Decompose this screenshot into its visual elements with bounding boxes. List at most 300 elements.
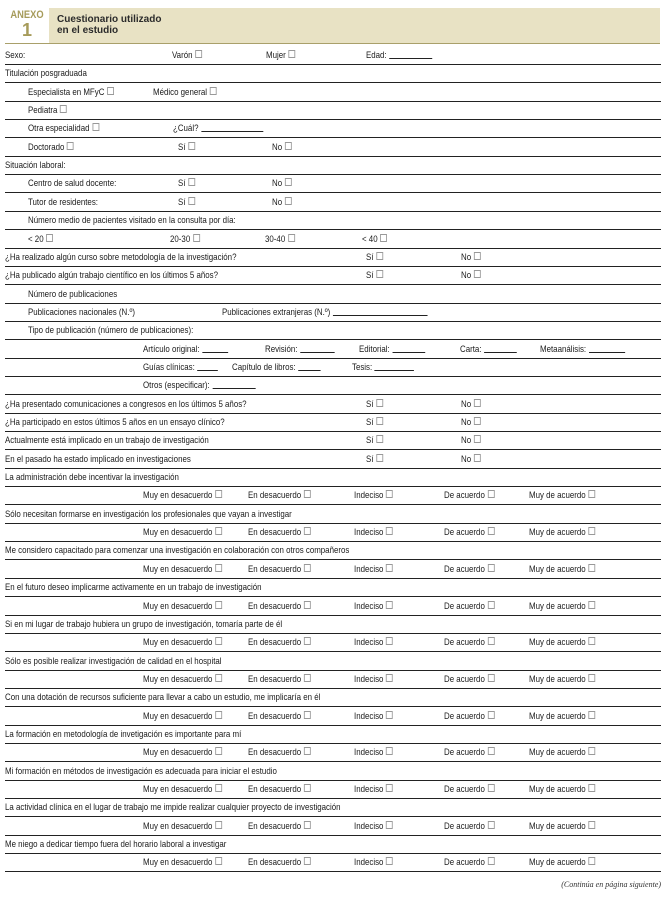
likert-option	[143, 783, 222, 795]
question-text	[5, 251, 236, 263]
likert-option	[529, 746, 595, 758]
row-likert-options	[5, 670, 661, 689]
fill-in-blank[interactable]	[589, 344, 625, 353]
cual-field-text: ¿Cuál?	[173, 123, 199, 134]
no-option	[272, 141, 292, 153]
centro-label-text: Centro de salud docente:	[28, 178, 117, 189]
checkbox[interactable]	[487, 857, 494, 865]
checkbox[interactable]	[210, 87, 217, 95]
fill-in-blank[interactable]	[201, 123, 263, 132]
checkbox[interactable]	[285, 178, 292, 186]
likert-option	[354, 526, 393, 538]
row-yes-no-question	[5, 266, 661, 285]
no-option-text: No	[461, 251, 472, 262]
likert-option-text: Muy en desacuerdo	[143, 563, 213, 574]
checkbox[interactable]	[474, 435, 481, 443]
question-text	[5, 269, 218, 281]
likert-option-text: Indeciso	[354, 600, 384, 611]
checkbox[interactable]	[386, 674, 393, 682]
row-likert-statement	[5, 652, 661, 671]
checkbox[interactable]	[215, 637, 222, 645]
medico-general-option-text: Médico general	[153, 86, 208, 97]
range-option	[170, 233, 200, 245]
likert-option-text: De acuerdo	[444, 820, 485, 831]
fill-in-blank[interactable]	[375, 362, 415, 371]
likert-option	[354, 746, 393, 758]
checkbox[interactable]	[188, 142, 195, 150]
checkbox[interactable]	[188, 178, 195, 186]
likert-option	[354, 636, 393, 648]
checkbox[interactable]	[304, 564, 311, 572]
si-option	[178, 196, 195, 208]
likert-option-text: Indeciso	[354, 747, 384, 758]
checkbox[interactable]	[386, 490, 393, 498]
checkbox[interactable]	[588, 637, 595, 645]
range-option-text: 30-40	[265, 233, 286, 244]
si-option-text: Sí	[366, 417, 374, 427]
checkbox[interactable]	[474, 270, 481, 278]
checkbox[interactable]	[588, 857, 595, 865]
likert-option	[354, 783, 393, 795]
publication-type-field-text: Artículo original:	[143, 343, 200, 354]
likert-option-text: De acuerdo	[444, 857, 485, 868]
row-centro	[5, 174, 661, 193]
question-text-text: ¿Ha publicado algún trabajo científico en los últimos 5 años?	[5, 270, 219, 281]
checkbox[interactable]	[215, 821, 222, 829]
likert-option-text: Indeciso	[354, 637, 384, 648]
fill-in-blank[interactable]	[298, 362, 320, 371]
si-option	[366, 398, 383, 410]
checkbox[interactable]	[304, 821, 311, 829]
likert-option	[444, 673, 494, 685]
statement-text-text: Con una dotación de recursos suficiente para llevar a cabo un estudio, me implicaría en él	[5, 692, 321, 703]
checkbox[interactable]	[195, 50, 202, 58]
checkbox[interactable]	[215, 601, 222, 609]
checkbox[interactable]	[386, 821, 393, 829]
row-types-2	[5, 358, 661, 377]
no-option-text: No	[272, 196, 283, 207]
checkbox[interactable]	[386, 601, 393, 609]
likert-option	[529, 489, 595, 501]
otros-field-text: Otros (especificar):	[143, 380, 210, 391]
checkbox[interactable]	[487, 490, 494, 498]
sexo-label	[5, 49, 25, 61]
likert-option-text: De acuerdo	[444, 490, 485, 501]
checkbox[interactable]	[386, 711, 393, 719]
likert-option	[143, 526, 222, 538]
checkbox[interactable]	[588, 821, 595, 829]
likert-option-text: En desacuerdo	[248, 857, 302, 868]
annex-number: 1	[21, 20, 32, 40]
publication-type-field	[352, 361, 414, 373]
checkbox[interactable]	[215, 527, 222, 535]
si-option-text: Sí	[366, 453, 374, 464]
checkbox[interactable]	[67, 142, 74, 150]
checkbox[interactable]	[60, 105, 67, 113]
likert-option	[354, 856, 393, 868]
checkbox[interactable]	[487, 711, 494, 719]
checkbox[interactable]	[376, 454, 383, 462]
sexo-label-text: Sexo:	[5, 50, 26, 60]
checkbox[interactable]	[215, 490, 222, 498]
fill-in-blank[interactable]	[333, 307, 428, 316]
row-pacientes	[5, 211, 661, 230]
publication-type-field-text: Carta:	[460, 343, 482, 354]
row-likert-statement	[5, 505, 661, 524]
checkbox[interactable]	[193, 234, 200, 242]
checkbox[interactable]	[376, 417, 383, 425]
row-laboral-heading	[5, 156, 661, 175]
checkbox[interactable]	[588, 527, 595, 535]
checkbox[interactable]	[487, 601, 494, 609]
publication-type-field-text: Tesis:	[352, 361, 373, 372]
likert-option-text: Muy en desacuerdo	[143, 710, 213, 721]
pacientes-label	[28, 214, 236, 226]
likert-option	[529, 526, 595, 538]
likert-option-text: Indeciso	[354, 820, 384, 831]
likert-option	[248, 856, 311, 868]
no-option-text: No	[272, 178, 283, 189]
checkbox[interactable]	[386, 784, 393, 792]
checkbox[interactable]	[376, 399, 383, 407]
statement-text-text: La formación en metodología de invetigación es importante para mí	[5, 728, 242, 739]
statement-text	[5, 838, 226, 850]
nacionales-label-text: Publicaciones nacionales (N.º)	[28, 306, 135, 317]
continued-note: (Continúa en página siguiente)	[561, 880, 661, 889]
statement-text	[5, 471, 179, 483]
cual-field	[173, 122, 263, 134]
checkbox[interactable]	[588, 747, 595, 755]
checkbox[interactable]	[285, 197, 292, 205]
publication-type-field-text: Metaanálisis:	[540, 343, 587, 354]
statement-text-text: La administración debe incentivar la investigación	[5, 472, 179, 483]
likert-option-text: Muy en desacuerdo	[143, 527, 213, 538]
likert-option	[143, 489, 222, 501]
likert-option	[248, 636, 311, 648]
likert-option-text: Indeciso	[354, 563, 384, 574]
no-option	[461, 251, 481, 263]
statement-text-text: La actividad clínica en el lugar de trabajo me impide realizar cualquier proyecto de investigación	[5, 802, 341, 813]
likert-option	[444, 746, 494, 758]
row-yes-no-question	[5, 413, 661, 432]
likert-option	[248, 526, 311, 538]
numero-label-text: Número de publicaciones	[28, 288, 118, 299]
likert-option	[143, 746, 222, 758]
likert-option	[248, 746, 311, 758]
fill-in-blank[interactable]	[389, 50, 432, 59]
likert-option-text: De acuerdo	[444, 563, 485, 574]
checkbox[interactable]	[474, 252, 481, 260]
fill-in-blank[interactable]	[300, 344, 334, 353]
likert-option	[143, 856, 222, 868]
si-option-text: Sí	[366, 251, 374, 262]
si-option	[178, 141, 195, 153]
likert-option-text: Indeciso	[354, 673, 384, 684]
varon-option-text: Varón	[172, 50, 193, 60]
checkbox[interactable]	[304, 784, 311, 792]
checkbox[interactable]	[376, 270, 383, 278]
checkbox[interactable]	[487, 527, 494, 535]
row-otros	[5, 376, 661, 395]
checkbox[interactable]	[588, 601, 595, 609]
checkbox[interactable]	[288, 50, 295, 58]
row-likert-statement	[5, 762, 661, 781]
likert-option	[248, 783, 311, 795]
likert-option	[143, 600, 222, 612]
si-option-text: Sí	[366, 435, 374, 446]
doctorado-label	[28, 141, 74, 153]
likert-option-text: De acuerdo	[444, 637, 485, 648]
row-yes-no-question	[5, 450, 661, 469]
statement-text-text: Me considero capacitado para comenzar una investigación en colaboración con otros compañeros	[5, 545, 350, 556]
checkbox[interactable]	[588, 784, 595, 792]
no-option	[461, 416, 481, 428]
fill-in-blank[interactable]	[202, 344, 228, 353]
section-heading	[5, 67, 87, 79]
otra-especialidad-option	[28, 122, 99, 134]
question-text-text: ¿Ha realizado algún curso sobre metodología de la investigación?	[5, 251, 237, 262]
row-numero-publicaciones	[5, 285, 661, 304]
checkbox[interactable]	[588, 490, 595, 498]
section-heading	[5, 159, 66, 171]
fill-in-blank[interactable]	[484, 344, 517, 353]
row-especialidad	[5, 83, 661, 102]
centro-label	[28, 177, 116, 189]
checkbox[interactable]	[215, 564, 222, 572]
likert-option	[248, 563, 311, 575]
extranjeras-field	[222, 306, 427, 318]
row-likert-options	[5, 743, 661, 762]
pediatra-option	[28, 104, 67, 116]
checkbox[interactable]	[304, 490, 311, 498]
otra-especialidad-option-text: Otra especialidad	[28, 123, 90, 134]
statement-text-text: En el futuro deseo implicarme activamente en un trabajo de investigación	[5, 582, 262, 593]
checkbox[interactable]	[46, 234, 53, 242]
checkbox[interactable]	[386, 857, 393, 865]
checkbox[interactable]	[386, 527, 393, 535]
annex-label-text: ANEXO	[10, 9, 44, 21]
row-likert-statement	[5, 615, 661, 634]
doctorado-label-text: Doctorado	[28, 141, 65, 152]
checkbox[interactable]	[304, 674, 311, 682]
otros-field	[143, 379, 255, 391]
likert-option-text: Muy de acuerdo	[529, 563, 586, 574]
checkbox[interactable]	[487, 747, 494, 755]
extranjeras-field-text: Publicaciones extranjeras (N.º)	[222, 306, 331, 317]
row-likert-statement	[5, 835, 661, 854]
si-option	[366, 453, 383, 465]
statement-text	[5, 508, 292, 520]
question-text-text: ¿Ha presentado comunicaciones a congresos en los últimos 5 años?	[5, 398, 247, 409]
row-pediatra	[5, 101, 661, 120]
checkbox[interactable]	[487, 674, 494, 682]
likert-option-text: En desacuerdo	[248, 820, 302, 831]
publication-type-field-text: Guías clínicas:	[143, 361, 195, 372]
likert-option	[444, 710, 494, 722]
title-line-2: en el estudio	[57, 25, 119, 36]
medico-general-option	[153, 86, 216, 98]
likert-option-text: Indeciso	[354, 710, 384, 721]
checkbox[interactable]	[304, 601, 311, 609]
checkbox[interactable]	[376, 435, 383, 443]
checkbox[interactable]	[474, 399, 481, 407]
si-option	[366, 434, 383, 446]
row-likert-options	[5, 560, 661, 579]
question-text-text: ¿Ha participado en estos últimos 5 años en un ensayo clínico?	[5, 417, 225, 427]
checkbox[interactable]	[215, 674, 222, 682]
checkbox[interactable]	[304, 527, 311, 535]
checkbox[interactable]	[474, 454, 481, 462]
annex-label	[5, 8, 49, 43]
checkbox[interactable]	[386, 564, 393, 572]
row-types-1	[5, 340, 661, 359]
checkbox[interactable]	[386, 747, 393, 755]
publication-type-field	[359, 343, 425, 355]
likert-option-text: De acuerdo	[444, 747, 485, 758]
checkbox[interactable]	[376, 252, 383, 260]
checkbox[interactable]	[588, 564, 595, 572]
no-option	[272, 196, 292, 208]
likert-option-text: De acuerdo	[444, 784, 485, 794]
likert-option	[444, 489, 494, 501]
especialista-option-text: Especialista en MFyC	[28, 86, 105, 97]
question-text	[5, 434, 209, 446]
edad-field-text: Edad:	[366, 50, 387, 60]
range-option-text: 20-30	[170, 233, 191, 244]
checkbox[interactable]	[188, 197, 195, 205]
row-titulacion-heading	[5, 64, 661, 83]
likert-option	[248, 600, 311, 612]
statement-text	[5, 765, 277, 777]
row-likert-options	[5, 707, 661, 726]
tipo-label-text: Tipo de publicación (número de publicaciones):	[28, 325, 194, 336]
likert-option	[354, 489, 393, 501]
checkbox[interactable]	[487, 564, 494, 572]
likert-option	[444, 526, 494, 538]
si-option	[366, 416, 383, 428]
mujer-option-text: Mujer	[266, 50, 286, 60]
range-option	[265, 233, 295, 245]
checkbox[interactable]	[215, 784, 222, 792]
row-otra	[5, 119, 661, 138]
row-tipo	[5, 321, 661, 340]
likert-option-text: En desacuerdo	[248, 637, 302, 648]
no-option-text: No	[461, 417, 472, 427]
range-option-text: < 40	[362, 233, 378, 244]
edad-field	[366, 49, 432, 61]
row-likert-statement	[5, 688, 661, 707]
likert-option	[248, 489, 311, 501]
fill-in-blank[interactable]	[197, 362, 218, 371]
range-option	[362, 233, 387, 245]
likert-option-text: Muy de acuerdo	[529, 857, 586, 868]
no-option	[461, 453, 481, 465]
checkbox[interactable]	[304, 747, 311, 755]
checkbox[interactable]	[588, 674, 595, 682]
likert-option-text: Muy en desacuerdo	[143, 747, 213, 758]
checkbox[interactable]	[215, 857, 222, 865]
pacientes-label-text: Número medio de pacientes visitado en la consulta por día:	[28, 215, 236, 226]
statement-text-text: Si en mi lugar de trabajo hubiera un grupo de investigación, tomaría parte de él	[5, 618, 283, 629]
tipo-label	[28, 324, 193, 336]
likert-option-text: Muy de acuerdo	[529, 747, 586, 758]
section-heading-text: Situación laboral:	[5, 160, 66, 171]
checkbox[interactable]	[288, 234, 295, 242]
si-option	[178, 177, 195, 189]
checkbox[interactable]	[215, 711, 222, 719]
checkbox[interactable]	[380, 234, 387, 242]
row-likert-options	[5, 597, 661, 616]
likert-option-text: Muy en desacuerdo	[143, 784, 213, 794]
no-option	[461, 269, 481, 281]
row-likert-statement	[5, 468, 661, 487]
likert-option-text: En desacuerdo	[248, 490, 302, 501]
checkbox[interactable]	[487, 637, 494, 645]
likert-option	[444, 820, 494, 832]
checkbox[interactable]	[487, 821, 494, 829]
likert-option	[529, 600, 595, 612]
checkbox[interactable]	[304, 711, 311, 719]
publication-type-field	[540, 343, 625, 355]
statement-text	[5, 728, 241, 740]
si-option-text: Sí	[366, 270, 374, 281]
row-likert-options	[5, 817, 661, 836]
likert-option-text: Muy de acuerdo	[529, 784, 586, 794]
likert-option	[354, 600, 393, 612]
likert-option	[354, 820, 393, 832]
likert-option-text: Muy en desacuerdo	[143, 857, 213, 868]
checkbox[interactable]	[215, 747, 222, 755]
likert-option	[444, 600, 494, 612]
checkbox[interactable]	[285, 142, 292, 150]
likert-option	[444, 636, 494, 648]
likert-option-text: En desacuerdo	[248, 784, 302, 794]
likert-option-text: Indeciso	[354, 490, 384, 501]
likert-option-text: Muy de acuerdo	[529, 637, 586, 648]
title-line-1: Cuestionario utilizado	[57, 14, 162, 25]
question-text	[5, 398, 247, 410]
likert-option-text: De acuerdo	[444, 673, 485, 684]
checkbox[interactable]	[92, 123, 99, 131]
checkbox[interactable]	[487, 784, 494, 792]
likert-option-text: En desacuerdo	[248, 563, 302, 574]
range-option	[28, 233, 53, 245]
likert-option	[354, 710, 393, 722]
fill-in-blank[interactable]	[212, 380, 255, 389]
row-doctorado	[5, 138, 661, 157]
nacionales-label	[28, 306, 135, 318]
publication-type-field	[232, 361, 321, 373]
row-likert-options	[5, 853, 661, 872]
checkbox[interactable]	[588, 711, 595, 719]
si-option	[366, 269, 383, 281]
checkbox[interactable]	[474, 417, 481, 425]
checkbox[interactable]	[386, 637, 393, 645]
publication-type-field-text: Revisión:	[265, 343, 298, 354]
question-text	[5, 453, 191, 465]
checkbox[interactable]	[304, 857, 311, 865]
row-yes-no-question	[5, 431, 661, 450]
likert-option-text: De acuerdo	[444, 600, 485, 611]
numero-label	[28, 288, 117, 300]
checkbox[interactable]	[304, 637, 311, 645]
checkbox[interactable]	[107, 87, 114, 95]
fill-in-blank[interactable]	[392, 344, 425, 353]
likert-option-text: Muy en desacuerdo	[143, 820, 213, 831]
especialista-option	[28, 86, 114, 98]
statement-text	[5, 801, 341, 813]
tutor-label-text: Tutor de residentes:	[28, 196, 98, 207]
